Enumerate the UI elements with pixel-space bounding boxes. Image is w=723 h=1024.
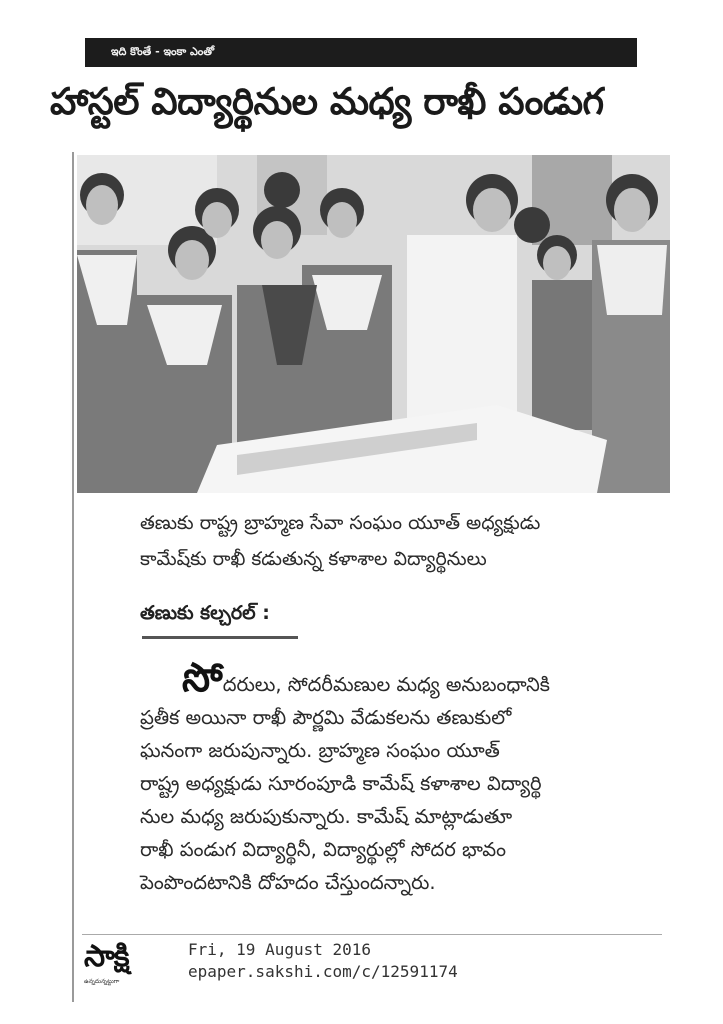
section-banner xyxy=(85,38,637,67)
column-divider xyxy=(72,152,74,1002)
caption-line: తణుకు రాష్ట్ర బ్రాహ్మణ సేవా సంఘం యూత్ అధ్యక్షుడు xyxy=(140,512,541,534)
logo-tagline: ఉన్నదున్నట్టుగా xyxy=(84,978,120,985)
dropcap: సో xyxy=(182,655,223,701)
footer-divider xyxy=(82,934,662,935)
publication-date: Fri, 19 August 2016 xyxy=(188,940,372,959)
epaper-link[interactable]: epaper.sakshi.com/c/12591174 xyxy=(188,962,458,981)
caption-line: కామేష్‌కు రాఖీ కడుతున్న కళాశాల విద్యార్థినులు xyxy=(140,548,487,570)
photo-illustration xyxy=(77,155,670,493)
body-line: రాష్ట్ర అధ్యక్షుడు సూరంపూడి కామేష్ కళాశాల విద్యార్థి xyxy=(140,772,542,795)
photo-caption xyxy=(140,505,670,577)
body-line: ప్రతీక అయినా రాఖీ పౌర్ణమి వేడుకలను తణుకులో xyxy=(140,706,512,729)
dateline: తణుకు కల్చరల్ : xyxy=(140,602,270,624)
body-line: ఘనంగా జరుపున్నారు. బ్రాహ్మణ సంఘం యూత్ xyxy=(140,739,500,762)
article-headline: హాస్టల్ విద్యార్థినుల మధ్య రాఖీ పండుగ xyxy=(50,80,604,123)
body-line: పెంపొందటానికి దోహదం చేస్తుందన్నారు. xyxy=(140,871,436,894)
article-photo xyxy=(77,155,670,493)
dateline-underline xyxy=(142,636,298,639)
sakshi-logo xyxy=(84,939,180,985)
article-body xyxy=(140,655,660,899)
section-label: ఇది కొంతే - ఇంకా ఎంతో xyxy=(111,45,215,58)
body-line: రాఖీ పండుగ విద్యార్థినీ, విద్యార్థుల్లో సోదర భావం xyxy=(140,838,507,861)
logo-text: సాక్షి xyxy=(84,939,129,974)
body-line: నుల మధ్య జరుపుకున్నారు. కామేష్ మాట్లాడుతూ xyxy=(140,805,513,828)
body-line: సోదరులు, సోదరీమణుల మధ్య అనుబంధానికి xyxy=(182,655,550,701)
